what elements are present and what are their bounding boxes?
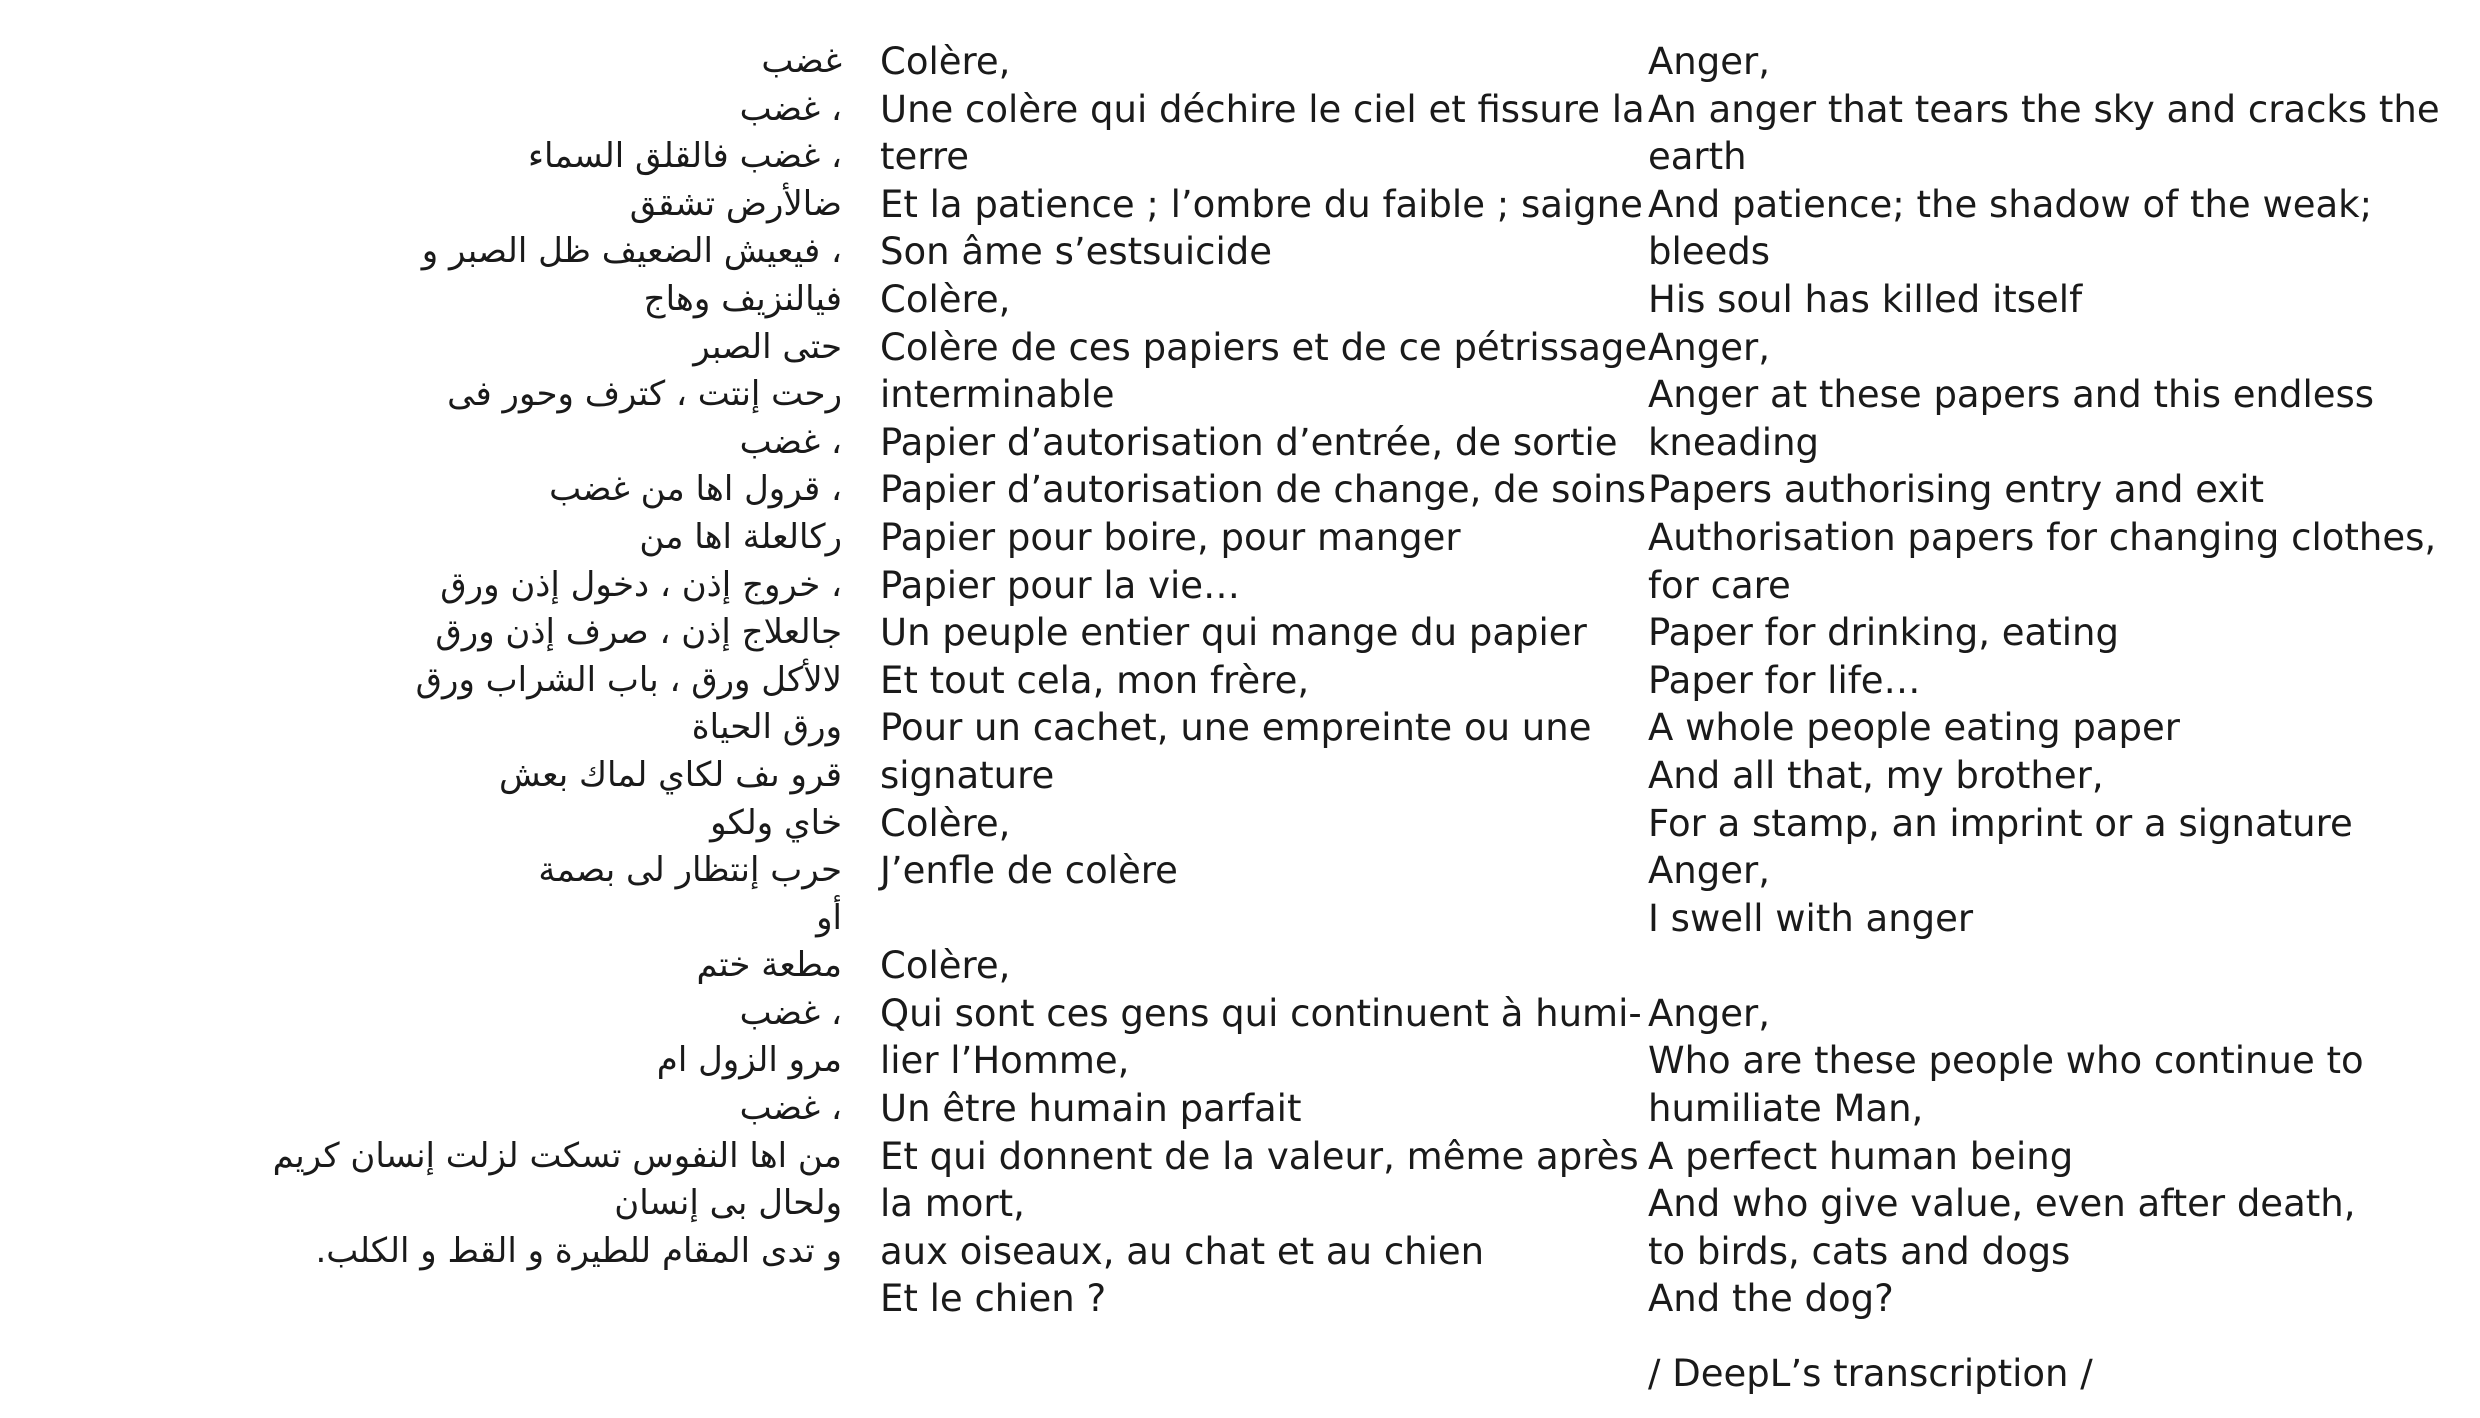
french-verse-line: Colère, (880, 277, 1011, 321)
arabic-verse-line: ، غضب فالقلق السماء (528, 136, 842, 177)
french-verse-line: Un peuple entier qui mange du papier (880, 611, 1587, 655)
french-verse-line: aux oiseaux, au chat et au chien (880, 1229, 1485, 1273)
arabic-verse-line: ولحال بى إنسان (614, 1183, 842, 1224)
french-verse-line: Papier pour la vie… (880, 563, 1241, 607)
arabic-verse-line: فيالنزيف وهاج (643, 278, 842, 319)
french-verse-line: Colère, (880, 944, 1011, 988)
english-verse-line: Authorisation papers for changing clothes, (1648, 515, 2437, 559)
english-verse-line: Papers authorising entry and exit (1648, 468, 2265, 512)
english-verse-line: An anger that tears the sky and cracks the (1648, 87, 2440, 131)
english-verse-line: Anger, (1648, 849, 1770, 893)
english-verse-line: Anger, (1648, 40, 1770, 83)
english-verse-line: For a stamp, an imprint or a signature (1648, 801, 2353, 845)
arabic-verse-line: ، غضب (739, 992, 842, 1033)
arabic-verse-line: حتى الصبر (693, 326, 842, 367)
french-verse-line: la mort, (880, 1182, 1025, 1226)
french-verse-line: Colère, (880, 801, 1011, 845)
arabic-verse-line: من اها النفوس تسكت لزلت إنسان كريم (272, 1135, 842, 1176)
arabic-verse-line: ضالأرض تشقق (629, 183, 842, 224)
french-verse-line: J’enfle de colère (880, 849, 1178, 893)
arabic-verse-line: حرب إنتظار لى بصمة (538, 850, 842, 891)
french-verse-line: terre (880, 135, 969, 179)
english-verse-line (1648, 942, 2448, 990)
english-verse-line: kneading (1648, 420, 1820, 464)
english-verse-line: Anger, (1648, 991, 1770, 1035)
english-verse-line: Anger, (1648, 325, 1770, 369)
arabic-poem-column (150, 38, 842, 1275)
english-verse-line: A whole people eating paper (1648, 706, 2180, 750)
english-verse-line: Paper for drinking, eating (1648, 611, 2119, 655)
french-verse-line (880, 895, 1640, 943)
arabic-verse-line: ، غضب (739, 421, 842, 462)
french-verse-line: Qui sont ces gens qui continuent à humi- (880, 991, 1642, 1035)
arabic-verse-line: ، غضب (739, 1088, 842, 1129)
english-verse-line: Who are these people who continue to (1648, 1039, 2364, 1083)
english-verse-line: I swell with anger (1648, 896, 1974, 940)
english-verse-line: And all that, my brother, (1648, 753, 2104, 797)
arabic-verse-line: ، غضب (739, 88, 842, 129)
french-verse-line: Papier d’autorisation d’entrée, de sortie (880, 420, 1618, 464)
english-translation-column (1648, 38, 2448, 1323)
french-translation-column (880, 38, 1648, 1323)
french-verse-line: Et le chien ? (880, 1277, 1107, 1321)
french-verse-line: Papier d’autorisation de change, de soins (880, 468, 1647, 512)
transcription-credit: / DeepL’s transcription / (1648, 1352, 2093, 1395)
french-verse-line: Une colère qui déchire le ciel et fissure la (880, 87, 1645, 131)
english-verse-line: earth (1648, 135, 1747, 179)
arabic-verse-line: ورق الحياة (691, 707, 842, 748)
french-verse-line: signature (880, 753, 1055, 797)
english-verse-line: And who give value, even after death, (1648, 1182, 2356, 1226)
arabic-verse-line: جالعلاج إذن ، صرف إذن ورق (435, 612, 842, 653)
french-verse-line: Colère, (880, 40, 1011, 83)
english-verse-line: for care (1648, 563, 1791, 607)
arabic-verse-line: غضب (761, 41, 842, 81)
english-verse-line: bleeds (1648, 230, 1771, 274)
arabic-verse-line: رحت إنتت ، كترف وحور فى (447, 374, 842, 415)
arabic-verse-line: ، خروج إذن ، دخول إذن ورق (440, 564, 842, 605)
french-verse-line: Un être humain parfait (880, 1087, 1302, 1131)
english-verse-line: Paper for life… (1648, 658, 1921, 702)
french-verse-line: Et tout cela, mon frère, (880, 658, 1310, 702)
french-verse-line: Et qui donnent de la valeur, même après (880, 1134, 1639, 1178)
arabic-verse-line: ركالعلة اها من (639, 516, 842, 557)
arabic-verse-line: ، قرول اها من غضب (549, 469, 842, 510)
english-verse-line: A perfect human being (1648, 1134, 2074, 1178)
arabic-verse-line: قرو ىف لكاي لماك بعش (498, 754, 842, 795)
arabic-verse-line: ، فيعيش الضعيف ظل الصبر و (421, 231, 842, 272)
arabic-verse-line: خاي ولكو (710, 802, 842, 843)
french-verse-line: Colère de ces papiers et de ce pétrissage (880, 325, 1648, 369)
french-verse-line: Pour un cachet, une empreinte ou une (880, 706, 1592, 750)
arabic-verse-line: مطعة ختم (696, 945, 842, 986)
arabic-verse-line: و تدى المقام للطيرة و القط و الكلب. (315, 1230, 842, 1271)
english-verse-line: Anger at these papers and this endless (1648, 373, 2375, 417)
arabic-verse-line: لالأكل ورق ، باب الشراب ورق (415, 659, 842, 700)
french-verse-line: Et la patience ; l’ombre du faible ; saigne (880, 182, 1643, 226)
english-verse-line: to birds, cats and dogs (1648, 1229, 2071, 1273)
english-verse-line: His soul has killed itself (1648, 277, 2083, 321)
french-verse-line: Son âme s’estsuicide (880, 230, 1273, 274)
english-verse-line: And the dog? (1648, 1277, 1894, 1321)
arabic-verse-line: مرو الزول ام (656, 1040, 842, 1081)
arabic-verse-line: أو (816, 897, 842, 938)
french-verse-line: lier l’Homme, (880, 1039, 1130, 1083)
english-verse-line: And patience; the shadow of the weak; (1648, 182, 2373, 226)
french-verse-line: Papier pour boire, pour manger (880, 515, 1461, 559)
french-verse-line: interminable (880, 373, 1115, 417)
english-verse-line: humiliate Man, (1648, 1087, 1924, 1131)
